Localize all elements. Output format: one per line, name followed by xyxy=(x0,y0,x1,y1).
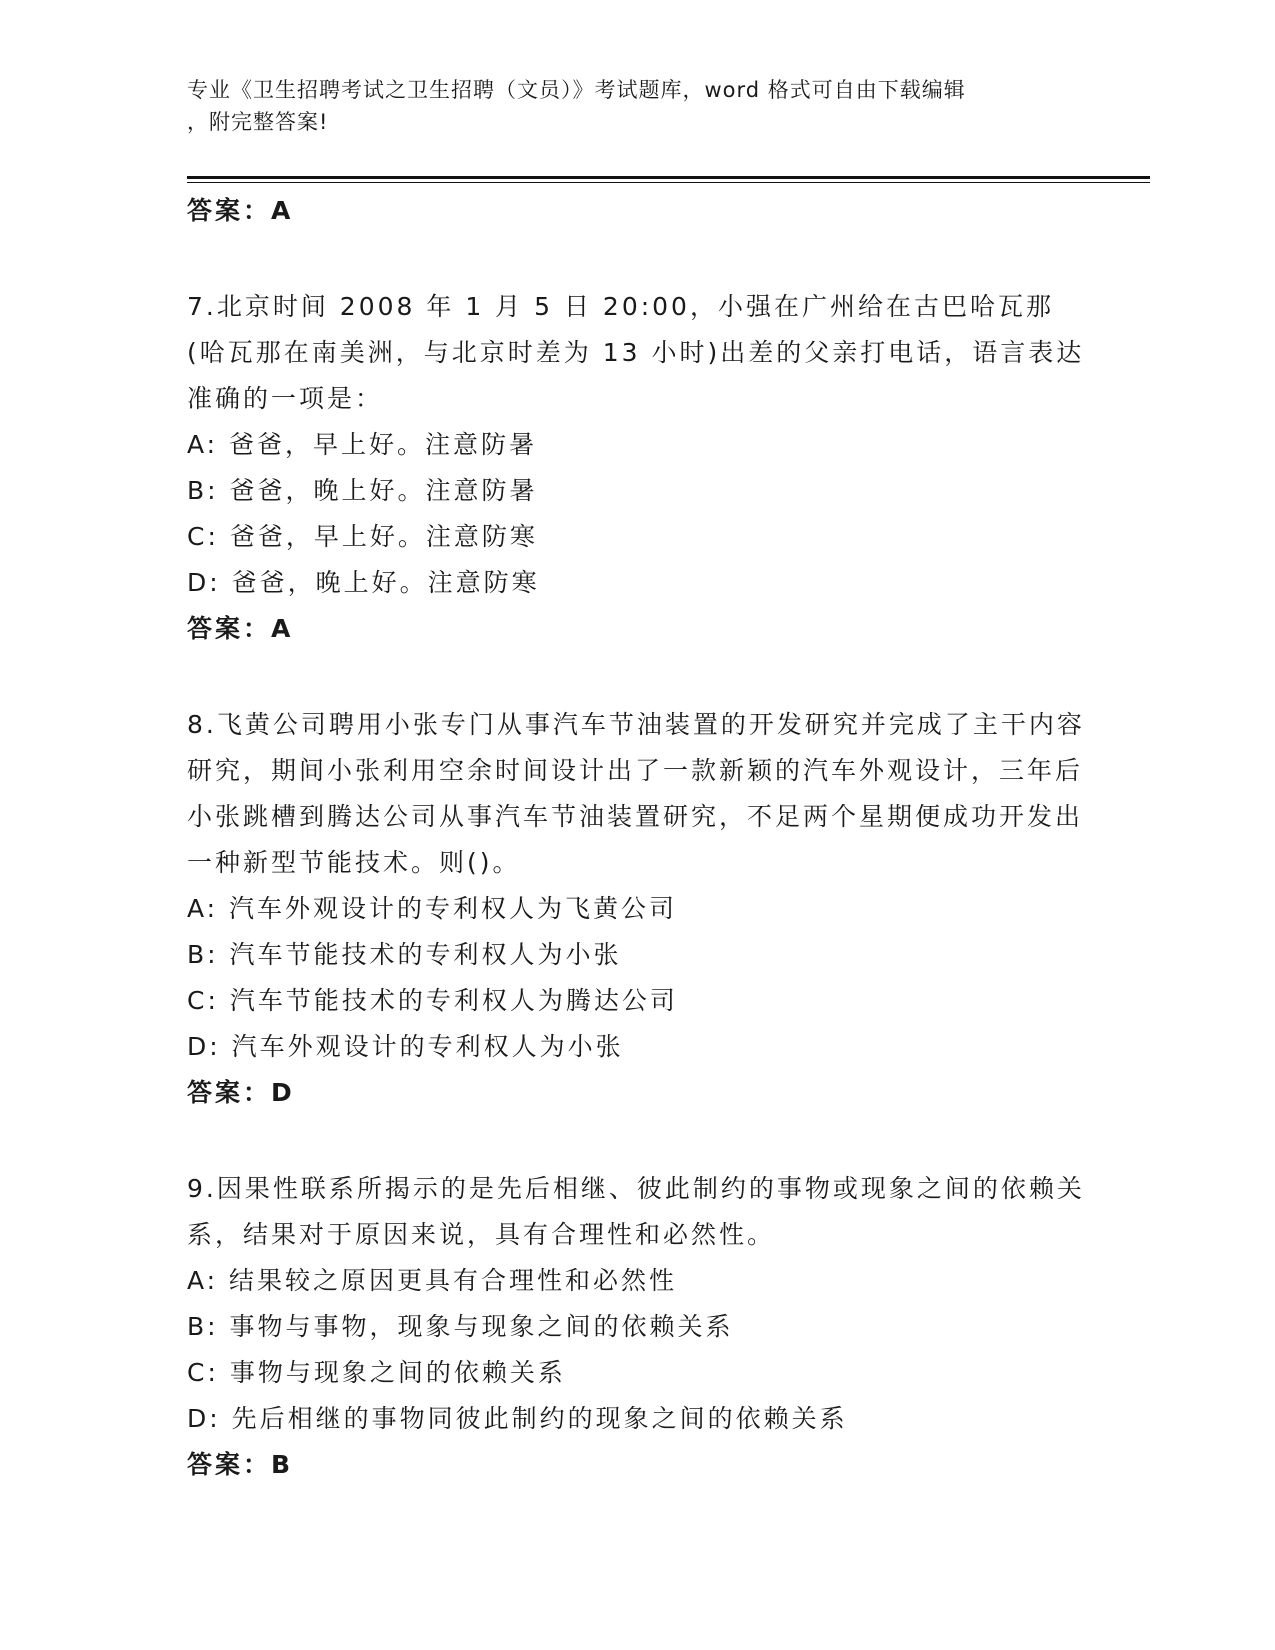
question-stem: 7.北京时间 2008 年 1 月 5 日 20:00，小强在广州给在古巴哈瓦那(哈瓦那在南美洲，与北京时差为 13 小时)出差的父亲打电话，语言表达准确的一项是： xyxy=(187,292,1085,413)
answer: 答案：A xyxy=(187,614,294,643)
option-b: B: 汽车节能技术的专利权人为小张 xyxy=(187,940,622,969)
option-d: D: 先后相继的事物同彼此制约的现象之间的依赖关系 xyxy=(187,1404,848,1433)
option-d: D: 汽车外观设计的专利权人为小张 xyxy=(187,1032,624,1061)
option-a: A: 汽车外观设计的专利权人为飞黄公司 xyxy=(187,894,678,923)
option-a: A: 爸爸，早上好。注意防暑 xyxy=(187,430,538,459)
question-9 xyxy=(187,1166,1087,1488)
question-8 xyxy=(187,702,1087,1116)
question-stem: 9.因果性联系所揭示的是先后相继、彼此制约的事物或现象之间的依赖关系，结果对于原因来说，具有合理性和必然性。 xyxy=(187,1174,1085,1249)
option-a: A: 结果较之原因更具有合理性和必然性 xyxy=(187,1266,678,1295)
option-c: C: 事物与现象之间的依赖关系 xyxy=(187,1358,566,1387)
option-c: C: 汽车节能技术的专利权人为腾达公司 xyxy=(187,986,678,1015)
question-7 xyxy=(187,284,1087,652)
question-list xyxy=(187,188,1087,1488)
header-rule-thin xyxy=(187,182,1150,183)
option-d: D: 爸爸，晚上好。注意防寒 xyxy=(187,568,540,597)
option-b: B: 事物与事物，现象与现象之间的依赖关系 xyxy=(187,1312,734,1341)
option-b: B: 爸爸，晚上好。注意防暑 xyxy=(187,476,538,505)
header-line-2: ，附完整答案! xyxy=(187,110,329,134)
document-header xyxy=(187,74,1067,138)
header-rule-thick xyxy=(187,176,1150,179)
option-c: C: 爸爸，早上好。注意防寒 xyxy=(187,522,538,551)
question-stem: 8.飞黄公司聘用小张专门从事汽车节油装置的开发研究并完成了主干内容研究，期间小张利用空余时间设计出了一款新颖的汽车外观设计，三年后小张跳槽到腾达公司从事汽车节油装置研究，不足两个星期便成功开发出一种新型节能技术。则()。 xyxy=(187,710,1085,877)
answer: 答案：B xyxy=(187,1450,294,1479)
header-line-1: 专业《卫生招聘考试之卫生招聘（文员）》考试题库，word 格式可自由下载编辑 xyxy=(187,78,966,102)
answer: 答案：D xyxy=(187,1078,295,1107)
previous-answer: 答案：A xyxy=(187,196,294,225)
